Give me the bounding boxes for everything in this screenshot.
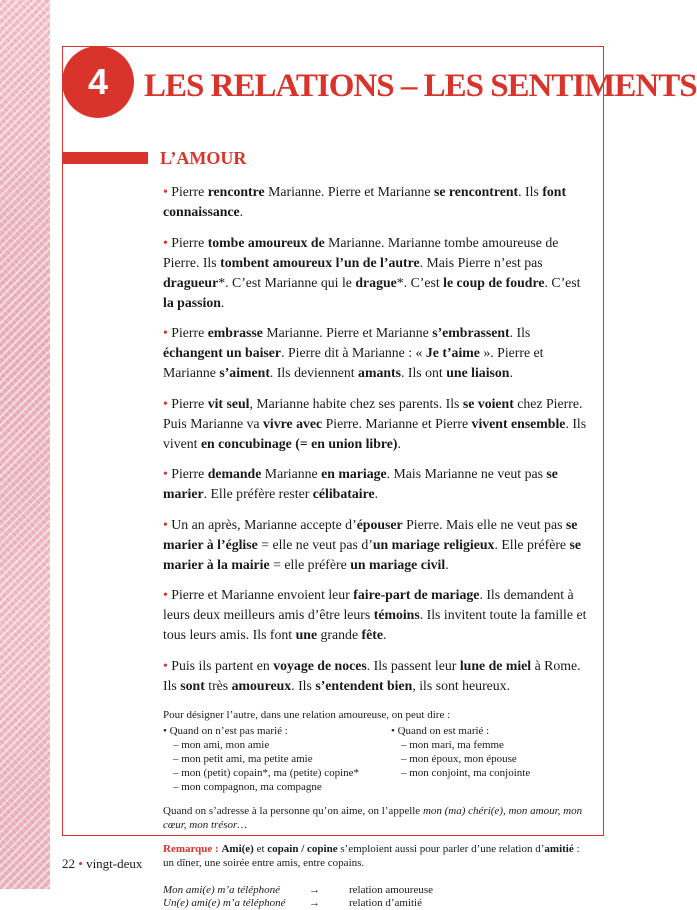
key-term: fête	[361, 627, 383, 642]
text-run: .	[445, 556, 449, 572]
key-term: un mariage civil	[350, 556, 446, 572]
text-run: . Ils	[291, 677, 316, 693]
text-run: .	[397, 435, 401, 451]
text-run: . Elle préfère rester	[203, 486, 313, 501]
page-footer	[62, 856, 142, 872]
paragraph	[163, 394, 588, 454]
text-run: Un an après, Marianne accepte d’	[171, 516, 357, 532]
key-term: la passion	[163, 294, 221, 310]
text-run: . Ils vivent	[163, 415, 587, 451]
key-term: amoureux	[231, 677, 292, 693]
key-term: s’aiment	[219, 365, 270, 380]
key-term: le coup de foudre	[443, 274, 545, 290]
text-run: . Pierre dit à Marianne : «	[281, 345, 426, 360]
example-left: Mon ami(e) m’a téléphoné	[163, 883, 280, 896]
list-item: – mon compagnon, ma compagne	[173, 780, 391, 794]
list-item: – mon conjoint, ma conjointe	[401, 766, 588, 780]
footer-bullet: •	[78, 856, 83, 871]
text-run: Pierre	[171, 325, 208, 340]
example-right: relation amoureuse	[349, 883, 433, 896]
text-run: ». Pierre et Marianne	[163, 345, 544, 380]
married-list	[391, 738, 588, 780]
text-run: Pierre. Mais elle ne veut pas	[402, 516, 566, 532]
key-term: échangent un baiser	[163, 345, 282, 360]
text-run: Pierre	[171, 395, 208, 411]
text-run: : un dîner, une soirée entre amis, entre copains.	[163, 842, 580, 869]
list-item: – mon ami, mon amie	[173, 738, 391, 752]
text-run: Marianne. Marianne tombe amoureuse de Pierre. Ils	[163, 234, 559, 270]
bullet-icon: •	[163, 587, 172, 602]
decorative-margin-strip	[0, 0, 50, 889]
example-row	[163, 884, 588, 897]
key-term: lune de miel	[459, 657, 532, 673]
text-run: Pierre et Marianne envoient leur	[171, 587, 354, 602]
text-run: , ils sont heureux.	[412, 677, 511, 693]
text-run: .	[509, 365, 513, 380]
text-run: *. C’est	[396, 274, 444, 290]
example-arrow: →	[309, 883, 320, 896]
key-term: copain / copine	[267, 842, 338, 855]
key-term: épouser	[356, 516, 403, 532]
section-marker-bar	[62, 152, 148, 164]
key-term: vit seul	[207, 395, 250, 411]
key-term: se marier à la mairie	[163, 536, 582, 572]
unmarried-title: • Quand on n’est pas marié :	[163, 724, 288, 737]
key-term: une	[295, 627, 318, 642]
example-right: relation d’amitié	[349, 896, 422, 909]
address-note	[163, 804, 588, 832]
text-run: . Ils ont	[400, 365, 447, 380]
text-run: Marianne. Pierre et Marianne	[262, 325, 433, 340]
list-item: – mon petit ami, ma petite amie	[173, 752, 391, 766]
key-term: se marier	[163, 466, 558, 501]
key-term: se marier à l’église	[163, 516, 578, 552]
key-term: voyage de noces	[273, 657, 367, 673]
paragraph	[163, 323, 588, 383]
text-run: . Elle préfère	[494, 536, 570, 552]
text-run: Marianne. Pierre et Marianne	[264, 184, 434, 199]
key-term: une liaison	[446, 365, 510, 380]
text-run: grande	[317, 627, 362, 642]
unmarried-list	[163, 738, 391, 794]
key-term: rencontre	[207, 184, 265, 199]
key-term: en concubinage (= en union libre)	[200, 435, 398, 451]
text-run: . Ils invitent toute la famille et tous leurs amis. Ils font	[163, 607, 587, 642]
key-term: tombent amoureux l’un de l’autre	[220, 254, 420, 270]
text-run: s’emploient aussi pour parler d’une relation d’	[337, 842, 545, 855]
key-term: tombe amoureux de	[207, 234, 325, 250]
key-term: s’entendent bien	[315, 677, 413, 693]
page-number-words: vingt-deux	[86, 856, 143, 871]
paragraph	[163, 515, 588, 575]
text-run: .	[374, 486, 379, 501]
text-run: . Ils	[509, 325, 531, 340]
key-term: amitié	[544, 842, 574, 855]
key-term: témoins	[373, 607, 420, 622]
text-run: et	[253, 842, 268, 855]
remark-body	[163, 843, 580, 869]
key-term: demande	[207, 466, 262, 481]
unmarried-column	[163, 724, 391, 794]
remark-label: Remarque :	[163, 842, 219, 855]
text-run: Pierre	[171, 466, 208, 481]
text-run: Marianne	[261, 466, 322, 481]
married-column	[391, 724, 588, 794]
paragraph-list	[163, 182, 588, 696]
bullet-icon: •	[163, 657, 172, 673]
key-term: se rencontrent	[433, 184, 519, 199]
text-run: . Mais Pierre n’est pas	[419, 254, 543, 270]
key-term: drague	[355, 274, 397, 290]
text-run: = elle préfère	[269, 556, 351, 572]
text-run: .	[220, 294, 225, 310]
key-term: célibataire	[312, 486, 375, 501]
text-run: à Rome. Ils	[163, 657, 581, 693]
key-term: font connaissance	[163, 184, 567, 219]
page-number: 22	[62, 856, 75, 871]
key-term: se voient	[462, 395, 514, 411]
key-term: Je t’aime	[425, 345, 480, 360]
text-run: . Ils	[518, 184, 543, 199]
main-content	[163, 182, 588, 910]
key-term: vivre avec	[263, 415, 323, 431]
text-run: Puis ils partent en	[171, 657, 274, 673]
text-run: . C’est	[544, 274, 581, 290]
key-term: Ami(e)	[221, 842, 254, 855]
example-arrow: →	[309, 896, 320, 909]
section-title: L’AMOUR	[160, 148, 247, 168]
key-term: un mariage religieux	[372, 536, 495, 552]
key-term: faire-part de mariage	[353, 587, 480, 602]
address-text: Quand on s’adresse à la personne qu’on aime, on l’appelle	[163, 804, 423, 817]
text-run: Pierre	[171, 234, 208, 250]
key-term: vivent ensemble	[471, 415, 566, 431]
bullet-icon: •	[163, 325, 172, 340]
vocabulary-columns	[163, 724, 588, 794]
text-run: Pierre	[171, 184, 208, 199]
bullet-icon: •	[163, 184, 172, 199]
bullet-icon: •	[163, 234, 172, 250]
key-term: en mariage	[321, 466, 387, 481]
address-examples: mon (ma) chéri(e), mon amour, mon cœur, mon trésor…	[163, 804, 583, 831]
paragraph	[163, 656, 588, 696]
example-left: Un(e) ami(e) m’a téléphoné	[163, 896, 286, 909]
chapter-number-badge: 4	[62, 46, 134, 118]
text-run: . Ils deviennent	[269, 365, 359, 380]
key-term: amants	[358, 365, 401, 380]
married-title: • Quand on est marié :	[391, 724, 490, 737]
paragraph	[163, 182, 588, 222]
key-term: s’embrassent	[432, 325, 510, 340]
text-run: . Ils demandent à leurs deux meilleurs amis d’être leurs	[163, 587, 574, 622]
note-intro: Pour désigner l’autre, dans une relation amoureuse, on peut dire :	[163, 708, 451, 721]
list-item: – mon mari, ma femme	[401, 738, 588, 752]
key-term: embrasse	[207, 325, 263, 340]
key-term: sont	[180, 677, 205, 693]
text-run: . Mais Marianne ne veut pas	[386, 466, 547, 481]
text-run: chez Pierre. Puis Marianne va	[163, 395, 583, 431]
bullet-icon: •	[163, 395, 172, 411]
text-run: Pierre. Marianne et Pierre	[322, 415, 472, 431]
key-term: dragueur	[163, 274, 219, 290]
remark	[163, 842, 588, 870]
example-row	[163, 897, 588, 910]
text-run: = elle ne veut pas d’	[257, 536, 373, 552]
paragraph	[163, 464, 588, 504]
text-run: très	[204, 677, 232, 693]
paragraph	[163, 233, 588, 313]
bullet-icon: •	[163, 466, 172, 481]
list-item: – mon (petit) copain*, ma (petite) copine*	[173, 766, 391, 780]
text-run: .	[382, 627, 387, 642]
text-run: *. C’est Marianne qui le	[218, 274, 356, 290]
text-run: .	[239, 204, 244, 219]
bullet-icon: •	[163, 516, 172, 532]
chapter-title: LES RELATIONS – LES SENTIMENTS	[144, 68, 697, 104]
paragraph	[163, 585, 588, 645]
example-list	[163, 884, 588, 910]
text-run: , Marianne habite chez ses parents. Ils	[249, 395, 463, 411]
text-run: . Ils passent leur	[366, 657, 460, 673]
list-item: – mon époux, mon épouse	[401, 752, 588, 766]
